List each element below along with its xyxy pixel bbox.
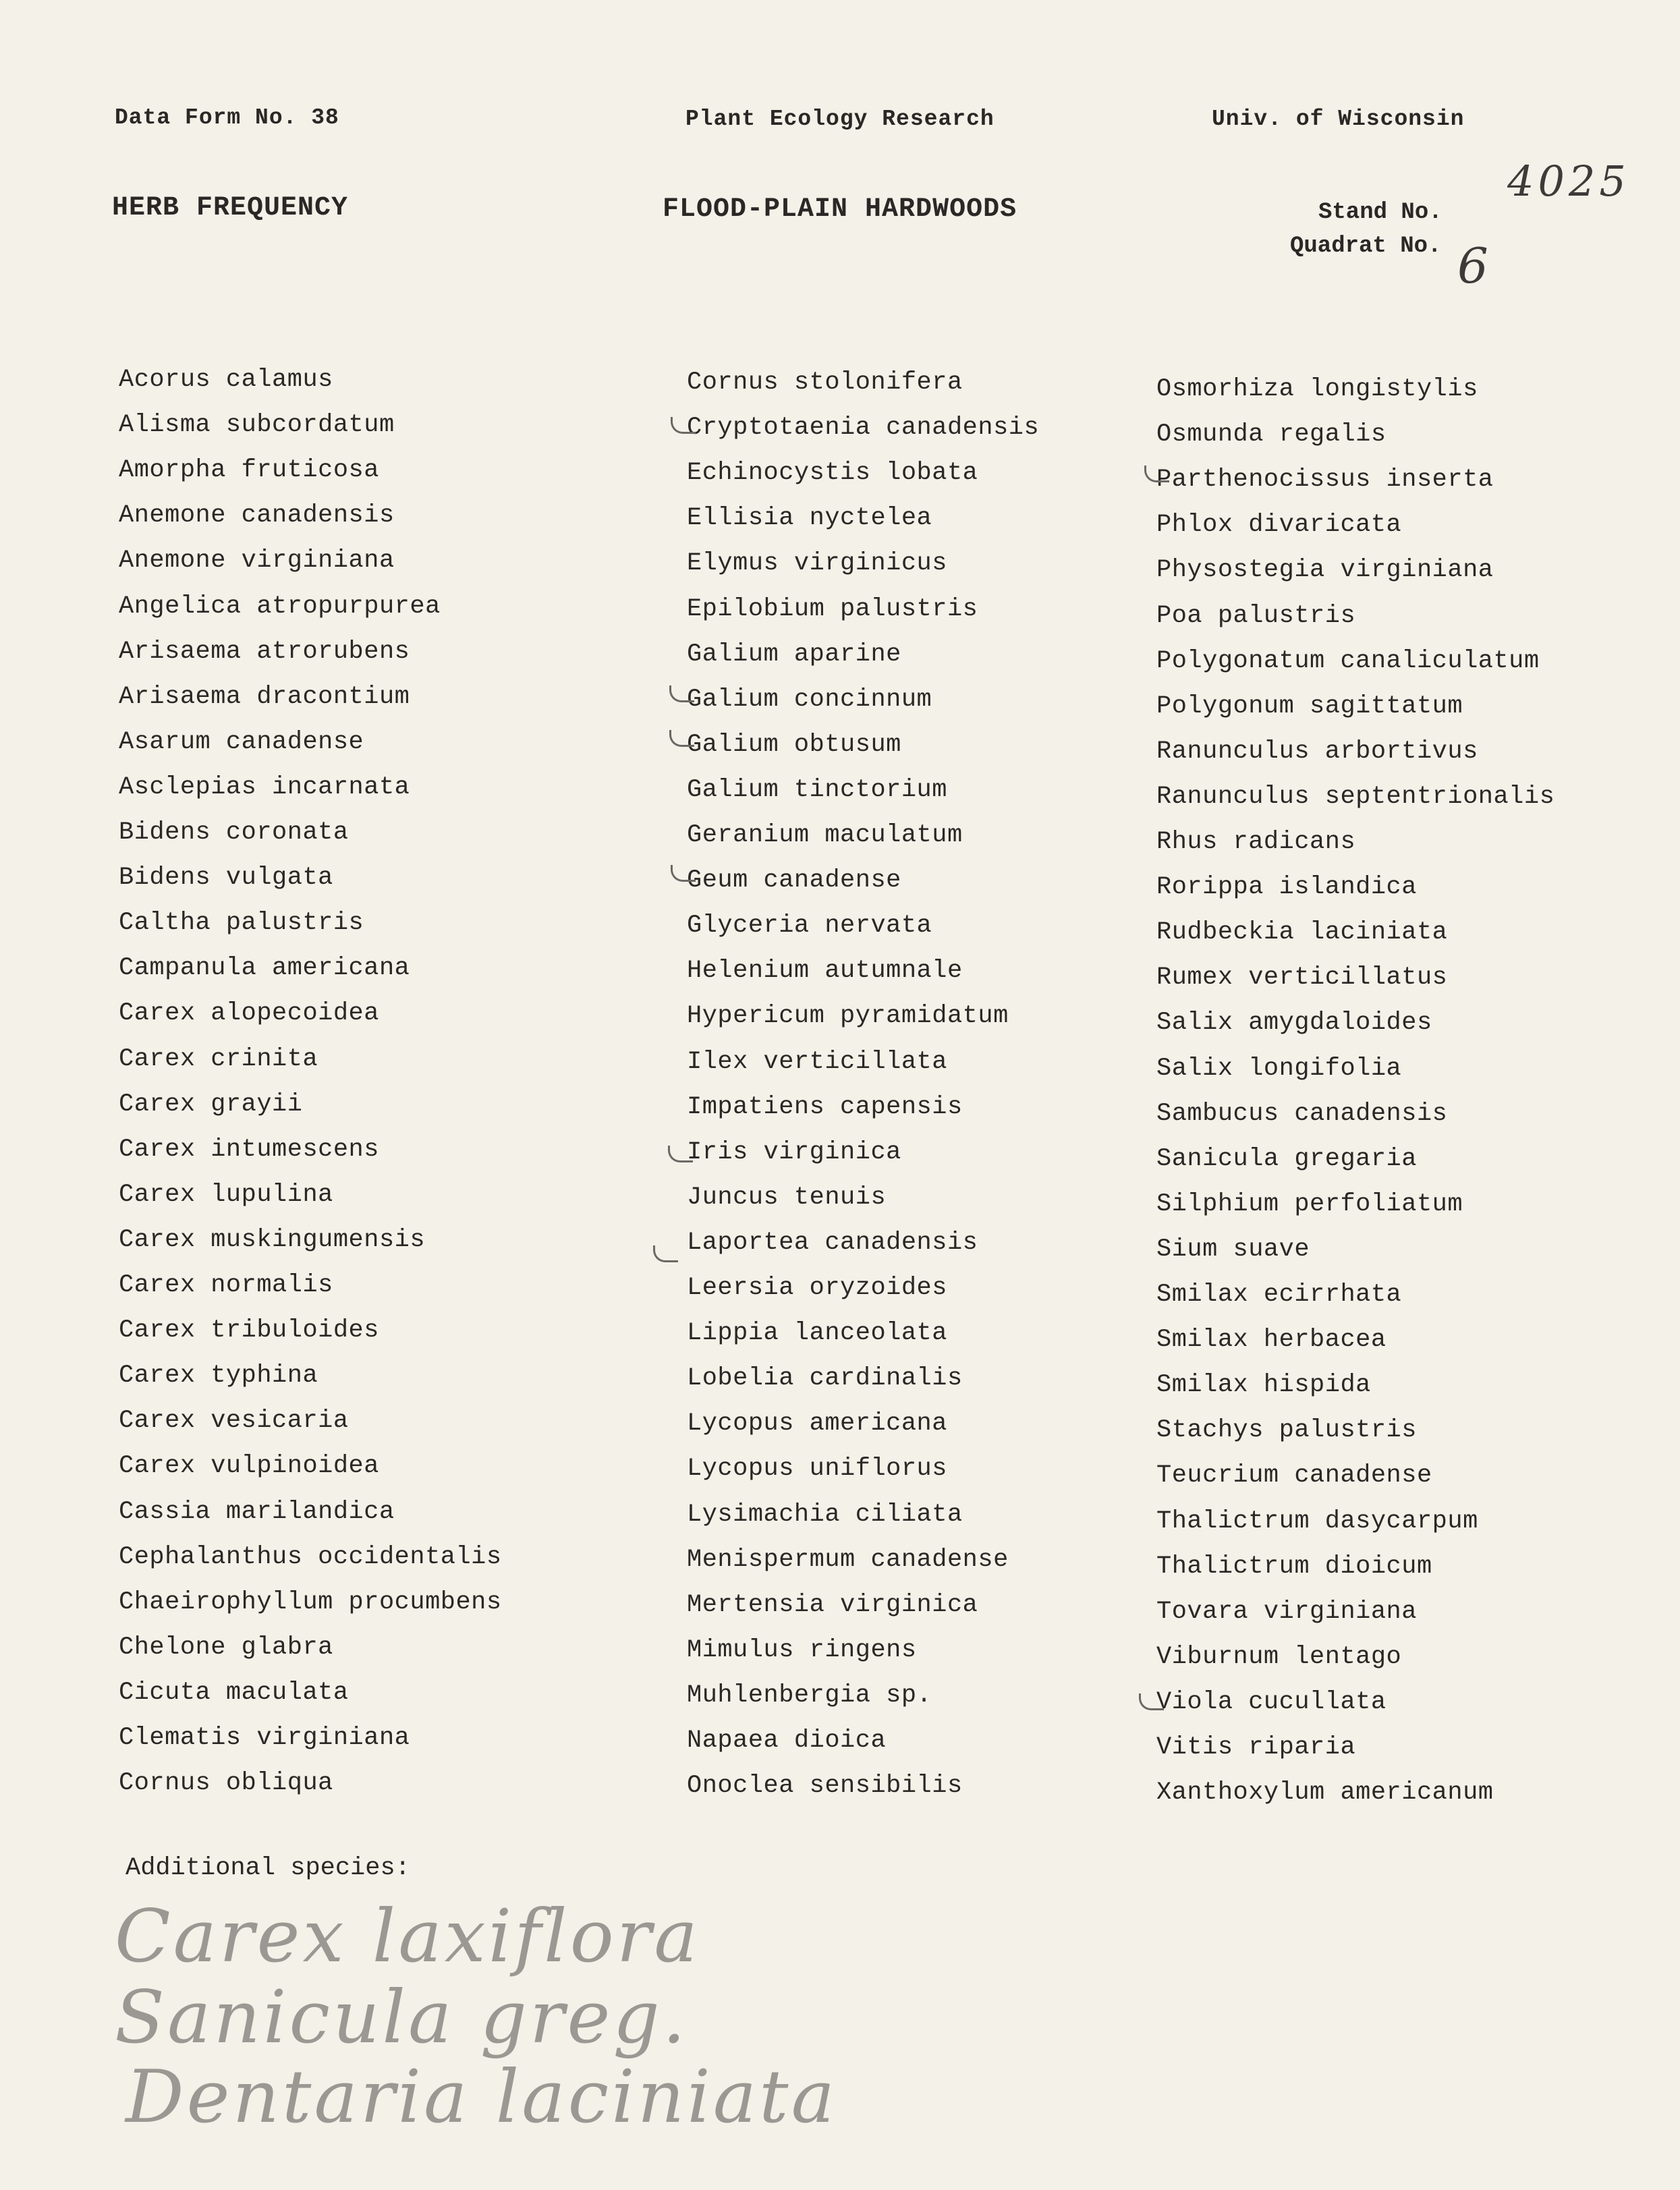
form-title: HERB FREQUENCY (112, 193, 349, 223)
species-item: Helenium autumnale (687, 957, 963, 985)
quadrat-number-label: Quadrat No. (1290, 233, 1442, 259)
check-mark (1144, 466, 1169, 482)
quadrat-number-handwritten: 6 (1457, 237, 1488, 294)
species-item: Lysimachia ciliata (687, 1500, 963, 1529)
check-mark (669, 730, 694, 747)
species-item: Cassia marilandica (119, 1498, 395, 1526)
species-item: Clematis virginiana (119, 1724, 410, 1752)
species-item: Viola cucullata (1156, 1688, 1387, 1716)
species-item: Hypericum pyramidatum (687, 1002, 1009, 1030)
species-item: Carex intumescens (119, 1135, 379, 1164)
species-item: Polygonum sagittatum (1156, 692, 1463, 721)
species-item: Phlox divaricata (1156, 511, 1402, 539)
stand-number-label: Stand No. (1318, 200, 1443, 225)
species-item: Juncus tenuis (687, 1183, 887, 1212)
habitat-title: FLOOD-PLAIN HARDWOODS (663, 194, 1017, 225)
species-item: Carex grayii (119, 1090, 303, 1119)
species-item: Sambucus canadensis (1156, 1100, 1448, 1128)
species-item: Cornus stolonifera (687, 368, 963, 397)
species-item: Cryptotaenia canadensis (687, 414, 1040, 442)
form-number: Data Form No. 38 (115, 105, 339, 130)
species-item: Chelone glabra (119, 1633, 333, 1662)
additional-species-label: Additional species: (125, 1854, 410, 1882)
species-item: Stachys palustris (1156, 1416, 1417, 1444)
species-item: Polygonatum canaliculatum (1156, 647, 1540, 675)
species-item: Geranium maculatum (687, 821, 963, 849)
species-item: Carex typhina (119, 1361, 318, 1390)
check-mark (1139, 1693, 1164, 1710)
species-item: Salix amygdaloides (1156, 1009, 1432, 1037)
species-item: Carex lupulina (119, 1181, 333, 1209)
species-item: Vitis riparia (1156, 1733, 1356, 1762)
species-item: Lippia lanceolata (687, 1319, 947, 1347)
species-item: Asclepias incarnata (119, 773, 410, 802)
species-item: Amorpha fruticosa (119, 456, 379, 484)
species-item: Sium suave (1156, 1235, 1310, 1264)
species-item: Rudbeckia laciniata (1156, 918, 1448, 947)
species-item: Echinocystis lobata (687, 459, 978, 487)
species-item: Teucrium canadense (1156, 1461, 1432, 1490)
species-item: Impatiens capensis (687, 1093, 963, 1121)
species-item: Lycopus americana (687, 1409, 947, 1438)
species-item: Alisma subcordatum (119, 411, 395, 439)
species-item: Mertensia virginica (687, 1591, 978, 1619)
species-item: Silphium perfoliatum (1156, 1190, 1463, 1218)
species-item: Asarum canadense (119, 728, 364, 756)
species-item: Sanicula gregaria (1156, 1145, 1417, 1173)
check-mark (653, 1245, 678, 1262)
species-item: Rorippa islandica (1156, 873, 1417, 901)
species-item: Ranunculus arbortivus (1156, 737, 1478, 766)
check-mark (668, 1146, 693, 1162)
species-item: Caltha palustris (119, 909, 364, 937)
check-mark (671, 417, 696, 434)
species-item: Campanula americana (119, 954, 410, 982)
species-item: Cicuta maculata (119, 1679, 349, 1707)
stand-number-handwritten: 4025 (1507, 157, 1630, 206)
species-item: Leersia oryzoides (687, 1274, 947, 1302)
species-item: Thalictrum dioicum (1156, 1552, 1432, 1581)
university-name: Univ. of Wisconsin (1212, 107, 1465, 132)
species-item: Menispermum canadense (687, 1546, 1009, 1574)
species-item: Bidens coronata (119, 818, 349, 847)
species-item: Galium tinctorium (687, 776, 947, 804)
species-item: Cornus obliqua (119, 1769, 333, 1797)
species-item: Acorus calamus (119, 366, 333, 394)
species-item: Chaeirophyllum procumbens (119, 1588, 502, 1617)
species-item: Carex tribuloides (119, 1316, 379, 1345)
species-item: Rhus radicans (1156, 828, 1356, 856)
species-item: Ilex verticillata (687, 1048, 947, 1076)
species-item: Carex alopecoidea (119, 999, 379, 1028)
handwritten-species-1: Carex laxiflora (115, 1894, 700, 1979)
species-item: Salix longifolia (1156, 1055, 1402, 1083)
species-item: Anemone canadensis (119, 501, 395, 530)
species-item: Carex crinita (119, 1045, 318, 1073)
species-item: Poa palustris (1156, 602, 1356, 630)
species-item: Mimulus ringens (687, 1636, 917, 1664)
species-item: Physostegia virginiana (1156, 556, 1494, 584)
species-item: Ellisia nyctelea (687, 504, 932, 532)
species-item: Cephalanthus occidentalis (119, 1543, 502, 1571)
species-item: Arisaema atrorubens (119, 638, 410, 666)
species-item: Angelica atropurpurea (119, 592, 441, 621)
species-item: Lycopus uniflorus (687, 1455, 947, 1483)
species-item: Epilobium palustris (687, 595, 978, 623)
species-item: Osmorhiza longistylis (1156, 375, 1478, 403)
species-item: Laportea canadensis (687, 1229, 978, 1257)
species-item: Muhlenbergia sp. (687, 1681, 932, 1710)
check-mark (671, 865, 696, 882)
species-item: Bidens vulgata (119, 864, 333, 892)
species-item: Ranunculus septentrionalis (1156, 783, 1555, 811)
species-item: Carex muskingumensis (119, 1226, 426, 1254)
species-item: Iris virginica (687, 1138, 901, 1167)
species-item: Smilax herbacea (1156, 1326, 1387, 1354)
species-item: Galium aparine (687, 640, 901, 669)
species-item: Thalictrum dasycarpum (1156, 1507, 1478, 1536)
species-item: Galium concinnum (687, 685, 932, 714)
organization-name: Plant Ecology Research (685, 107, 995, 132)
species-item: Xanthoxylum americanum (1156, 1778, 1494, 1807)
species-item: Arisaema dracontium (119, 683, 410, 711)
species-item: Osmunda regalis (1156, 420, 1387, 449)
species-item: Viburnum lentago (1156, 1643, 1402, 1671)
species-item: Anemone virginiana (119, 546, 395, 575)
species-item: Rumex verticillatus (1156, 963, 1448, 992)
species-item: Parthenocissus inserta (1156, 466, 1494, 494)
species-item: Napaea dioica (687, 1726, 887, 1755)
species-item: Lobelia cardinalis (687, 1364, 963, 1393)
species-item: Elymus virginicus (687, 549, 947, 578)
species-item: Carex vulpinoidea (119, 1452, 379, 1480)
species-item: Glyceria nervata (687, 911, 932, 940)
handwritten-species-2: Sanicula greg. (115, 1975, 688, 2060)
check-mark (669, 685, 694, 702)
handwritten-species-3: Dentaria laciniata (125, 2055, 837, 2139)
species-item: Carex vesicaria (119, 1407, 349, 1435)
species-item: Onoclea sensibilis (687, 1772, 963, 1800)
species-item: Smilax ecirrhata (1156, 1281, 1402, 1309)
species-item: Smilax hispida (1156, 1371, 1371, 1399)
species-item: Galium obtusum (687, 731, 901, 759)
species-item: Tovara virginiana (1156, 1598, 1417, 1626)
species-item: Carex normalis (119, 1271, 333, 1299)
species-item: Geum canadense (687, 866, 901, 895)
